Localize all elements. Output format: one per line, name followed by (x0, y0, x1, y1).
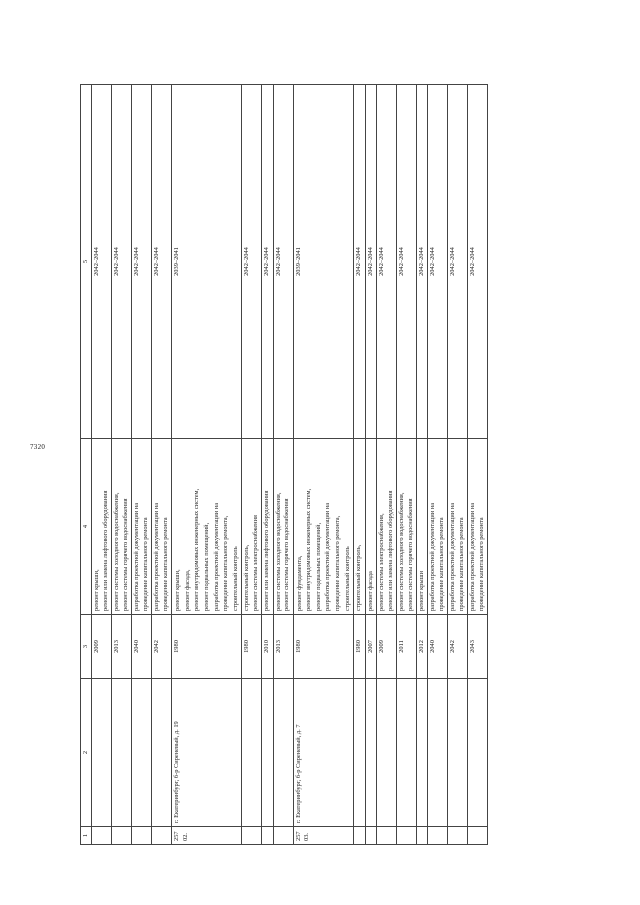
repair-work-line: строительный контроль (231, 546, 239, 611)
repair-work-line: ремонт или замена лифтового оборудования (263, 490, 271, 611)
repair-works-cell (428, 439, 448, 615)
repair-work-line: проведение капитального ремонта (477, 517, 485, 611)
commissioning-year: 2009 (92, 615, 112, 679)
building-address (365, 679, 376, 827)
building-address (416, 679, 427, 827)
row-number (365, 827, 376, 845)
table-row (92, 85, 112, 845)
planned-period: 2042–2044 (132, 85, 152, 439)
commissioning-year: 2013 (112, 615, 132, 679)
row-number (242, 827, 262, 845)
table-row (112, 85, 132, 845)
commissioning-year: 2009 (377, 615, 397, 679)
table-row (273, 85, 293, 845)
repair-work-line: ремонт системы электроснабжения (251, 515, 259, 611)
commissioning-year: 1980 (242, 615, 262, 679)
repair-work-line: проведение капитального ремонта (457, 517, 465, 611)
row-number: 25702. (172, 827, 242, 845)
building-address (468, 679, 488, 827)
table-row (448, 85, 468, 845)
repair-work-line: ремонт внутридомовых инженерных систем, (305, 488, 313, 611)
planned-period: 2042–2044 (92, 85, 112, 439)
repair-work-line: разработка проектной документации на (429, 502, 437, 611)
repair-work-line: проведение капитального ремонта (161, 517, 169, 611)
commissioning-year: 2010 (262, 615, 273, 679)
building-address (132, 679, 152, 827)
planned-period: 2042–2044 (152, 85, 172, 439)
commissioning-year: 2042 (448, 615, 468, 679)
table-row (416, 85, 427, 845)
building-address (92, 679, 112, 827)
repair-work-line: ремонт системы горячего водоснабжения (121, 498, 129, 611)
repair-work-line: проведение капитального ремонта (141, 517, 149, 611)
planned-period: 2042–2044 (397, 85, 417, 439)
table-row (262, 85, 273, 845)
repair-works-cell (377, 439, 397, 615)
repair-works-cell (448, 439, 468, 615)
repair-work-line: ремонт или замена лифтового оборудования (101, 490, 109, 611)
building-address (273, 679, 293, 827)
repair-work-line: ремонт крыши (417, 570, 425, 611)
repair-work-line: разработка проектной документации на (153, 502, 161, 611)
commissioning-year: 2040 (132, 615, 152, 679)
building-address (262, 679, 273, 827)
table-row (377, 85, 397, 845)
repair-works-cell (397, 439, 417, 615)
repair-work-line: разработка проектной документации на (449, 502, 457, 611)
row-number (262, 827, 273, 845)
planned-period: 2042–2044 (365, 85, 376, 439)
building-address (377, 679, 397, 827)
repair-works-cell (172, 439, 242, 615)
row-number (468, 827, 488, 845)
building-address (242, 679, 262, 827)
repair-work-line: разработка проектной документации на (324, 502, 332, 611)
header-col-5: 5 (81, 85, 92, 439)
repair-works-cell (416, 439, 427, 615)
row-number (354, 827, 365, 845)
table-row (428, 85, 448, 845)
header-col-1: 1 (81, 827, 92, 845)
header-col-2: 2 (81, 679, 92, 827)
building-address: г. Екатеринбург, б-р Сиреневый, д. 19 (172, 679, 242, 827)
table-body (92, 85, 488, 845)
repair-works-cell (354, 439, 365, 615)
repair-work-line: ремонт крыши, (174, 569, 182, 611)
repair-work-line: ремонт системы холодного водоснабжения, (274, 492, 282, 611)
repair-work-line: строительный контроль (343, 546, 351, 611)
repair-work-line: строительный контроль, (355, 544, 363, 611)
repair-work-line: ремонт подвальных помещений, (202, 522, 210, 611)
planned-period: 2042–2044 (354, 85, 365, 439)
planned-period: 2042–2044 (468, 85, 488, 439)
repair-work-line: ремонт фасада, (183, 569, 191, 611)
planned-period: 2042–2044 (428, 85, 448, 439)
repair-work-line: ремонт системы горячего водоснабжения (283, 498, 291, 611)
commissioning-year: 2011 (397, 615, 417, 679)
planned-period: 2039–2041 (172, 85, 242, 439)
row-number (152, 827, 172, 845)
repair-works-cell (468, 439, 488, 615)
repair-work-line: проведение капитального ремонта (437, 517, 445, 611)
header-col-4: 4 (81, 439, 92, 615)
row-number (377, 827, 397, 845)
row-number (428, 827, 448, 845)
repair-work-line: ремонт системы холодного водоснабжения, (398, 492, 406, 611)
repair-works-cell (262, 439, 273, 615)
row-number (273, 827, 293, 845)
building-address (112, 679, 132, 827)
repair-works-cell (293, 439, 354, 615)
planned-period: 2042–2044 (416, 85, 427, 439)
repair-work-line: строительный контроль, (243, 544, 251, 611)
column-number-row (81, 85, 92, 845)
commissioning-year: 1980 (293, 615, 354, 679)
row-number (416, 827, 427, 845)
commissioning-year: 2007 (365, 615, 376, 679)
repair-work-line: проведение капитального ремонта, (334, 515, 342, 611)
commissioning-year: 2043 (468, 615, 488, 679)
building-address (448, 679, 468, 827)
table-row (152, 85, 172, 845)
repair-work-line: ремонт или замена лифтового оборудования (386, 490, 394, 611)
rotated-page (80, 85, 570, 845)
repair-work-line: ремонт системы электроснабжения, (378, 513, 386, 611)
commissioning-year: 2012 (416, 615, 427, 679)
row-number (92, 827, 112, 845)
planned-period: 2042–2044 (273, 85, 293, 439)
row-number (397, 827, 417, 845)
repair-works-cell (152, 439, 172, 615)
table-row (132, 85, 152, 845)
planned-period: 2042–2044 (242, 85, 262, 439)
repair-works-cell (273, 439, 293, 615)
table-row (172, 85, 242, 845)
row-number (448, 827, 468, 845)
repair-work-line: разработка проектной документации на (469, 502, 477, 611)
planned-period: 2042–2044 (112, 85, 132, 439)
table-row (242, 85, 262, 845)
repair-work-line: ремонт системы холодного водоснабжения, (113, 492, 121, 611)
repair-work-line: ремонт подвальных помещений, (314, 522, 322, 611)
row-number: 25703. (293, 827, 354, 845)
row-number (112, 827, 132, 845)
building-address: г. Екатеринбург, б-р Сиреневый, д. 7 (293, 679, 354, 827)
repair-work-line: ремонт внутридомовых инженерных систем, (193, 488, 201, 611)
header-col-3: 3 (81, 615, 92, 679)
table-row (365, 85, 376, 845)
repair-schedule-table (80, 84, 488, 845)
building-address (152, 679, 172, 827)
planned-period: 2042–2044 (377, 85, 397, 439)
repair-work-line: разработка проектной документации на (212, 502, 220, 611)
planned-period: 2042–2044 (262, 85, 273, 439)
table-row (397, 85, 417, 845)
building-address (354, 679, 365, 827)
row-number (132, 827, 152, 845)
repair-works-cell (112, 439, 132, 615)
commissioning-year: 2013 (273, 615, 293, 679)
repair-work-line: ремонт фасада (366, 571, 374, 611)
repair-works-cell (242, 439, 262, 615)
table-row (468, 85, 488, 845)
building-address (397, 679, 417, 827)
repair-work-line: ремонт фундамента, (295, 555, 303, 611)
table-row (354, 85, 365, 845)
repair-work-line: проведение капитального ремонта, (222, 515, 230, 611)
repair-work-line: разработка проектной документации на (133, 502, 141, 611)
commissioning-year: 1980 (172, 615, 242, 679)
repair-works-cell (365, 439, 376, 615)
commissioning-year: 2042 (152, 615, 172, 679)
repair-works-cell (92, 439, 112, 615)
commissioning-year: 2040 (428, 615, 448, 679)
page-number: 7320 (30, 443, 46, 451)
planned-period: 2042–2044 (448, 85, 468, 439)
table-row (293, 85, 354, 845)
repair-work-line: ремонт крыши, (93, 569, 101, 611)
repair-works-cell (132, 439, 152, 615)
commissioning-year: 1980 (354, 615, 365, 679)
building-address (428, 679, 448, 827)
repair-work-line: ремонт системы горячего водоснабжения (406, 498, 414, 611)
planned-period: 2039–2041 (293, 85, 354, 439)
